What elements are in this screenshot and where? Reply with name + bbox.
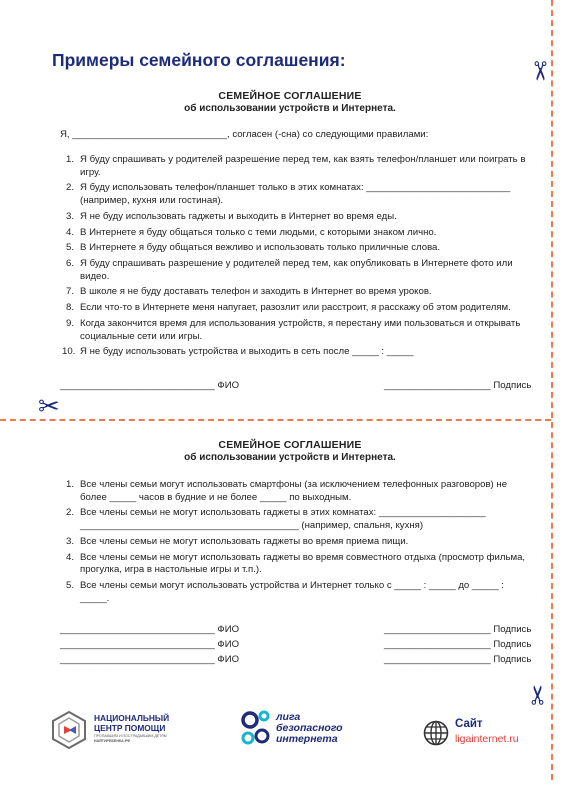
list-item: 2. Все члены семьи не могут использовать гаджеты в этих комнатах: ____________________ _________________________________________ (например, спальня, кухня) — [66, 507, 486, 531]
agreement2-subtitle: об использовании устройств и Интернета. — [184, 452, 396, 463]
agreement1-intro: Я, _____________________________, согласен (-сна) со следующими правилами: — [60, 129, 429, 140]
list-item: 5. Все члены семьи могут использовать устройства и Интернет только с _____ : _____ до _____ : _____. — [66, 579, 504, 604]
horizontal-cut-line — [0, 419, 551, 421]
molecule-logo-icon — [238, 706, 274, 750]
list-item: 2. Я буду использовать телефон/планшет только в этих комнатах: ___________________________ (например, кухня или гостиная). — [66, 182, 511, 206]
globe-icon — [423, 720, 449, 746]
list-item: 3. Все члены семьи не могут использовать гаджеты во время приема пищи. — [66, 535, 409, 547]
agreement2-fio-line: _____________________________ ФИО — [60, 654, 240, 665]
ncp-line3: ПРОПАВШИМ И ПОСТРАДАВШИМ ДЕТЯМ — [94, 734, 167, 738]
site-label: Сайт — [455, 718, 483, 730]
page-title: Примеры семейного соглашения: — [52, 50, 346, 70]
list-item: 4. В Интернете я буду общаться только с теми людьми, с которыми знаком лично. — [66, 226, 437, 238]
agreement2-signature-line: ____________________ Подпись — [384, 624, 532, 635]
scissors-icon: ✂ — [523, 684, 554, 706]
liga-line1: лига — [276, 711, 301, 723]
ncp-line4: НАЙТИРЕБЕНКА.РФ — [94, 739, 131, 743]
list-item: 1. Я буду спрашивать у родителей разрешение перед тем, как взять телефон/планшет или поиграть в игру. — [66, 154, 526, 178]
ncp-logo — [50, 706, 180, 756]
agreement1-header — [0, 90, 580, 114]
agreement2-signature-line: ____________________ Подпись — [384, 639, 532, 650]
list-item: 8. Если что-то в Интернете меня напугает, разозлит или расстроит, я расскажу об этом родителям. — [66, 302, 511, 314]
agreement2-title: СЕМЕЙНОЕ СОГЛАШЕНИЕ — [218, 439, 362, 451]
agreement2-signature-line: ____________________ Подпись — [384, 654, 532, 665]
agreement1-signature-line: ____________________ Подпись — [384, 380, 532, 391]
agreement2-fio-line: _____________________________ ФИО — [60, 639, 240, 650]
liga-logo — [238, 706, 358, 756]
agreement2-rules — [60, 479, 535, 608]
list-item: 9. Когда закончится время для использования устройств, я перестану ими пользоваться и открывать социальные сети или игры. — [66, 318, 521, 342]
list-item: 6. Я буду спрашивать разрешение у родителей перед тем, как опубликовать в Интернете фото или видео. — [66, 258, 513, 282]
list-item: 4. Все члены семьи не могут использовать гаджеты во время совместного отдыха (просмотр фильма, прогулка, игра в настольные игры и т.п.). — [66, 551, 526, 576]
site-link[interactable]: ligainternet.ru — [455, 733, 519, 745]
scissors-icon: ✂ — [38, 392, 60, 422]
agreement2-header — [0, 439, 580, 463]
site-block — [423, 706, 538, 756]
list-item: 5. В Интернете я буду общаться вежливо и использовать только приличные слова. — [66, 242, 441, 254]
ncp-line2: ЦЕНТР ПОМОЩИ — [94, 722, 166, 733]
list-item: 1. Все члены семьи могут использовать смартфоны (за исключением телефонных разговоров) не более _____ часов в будние и не более _____ по выходным. — [66, 479, 508, 503]
vertical-cut-line — [551, 0, 553, 780]
agreement1-fio-line: _____________________________ ФИО — [60, 380, 240, 391]
agreement1-subtitle: об использовании устройств и Интернета. — [184, 103, 396, 114]
scissors-icon: ✂ — [523, 60, 554, 82]
list-item: 3. Я не буду использовать гаджеты и выходить в Интернет во время еды. — [66, 210, 397, 222]
list-item: 10. Я не буду использовать устройства и выходить в сеть после _____ : _____ — [62, 346, 414, 358]
liga-line2: безопасного — [276, 722, 343, 734]
agreement2-fio-line: _____________________________ ФИО — [60, 624, 240, 635]
list-item: 7. В школе я не буду доставать телефон и заходить в Интернет во время уроков. — [66, 286, 432, 298]
liga-line3: интернета — [276, 733, 338, 745]
puzzle-logo-icon — [50, 710, 88, 750]
ncp-line1: НАЦИОНАЛЬНЫЙ — [94, 713, 170, 723]
agreement1-rules — [60, 154, 535, 362]
agreement1-title: СЕМЕЙНОЕ СОГЛАШЕНИЕ — [218, 90, 362, 102]
